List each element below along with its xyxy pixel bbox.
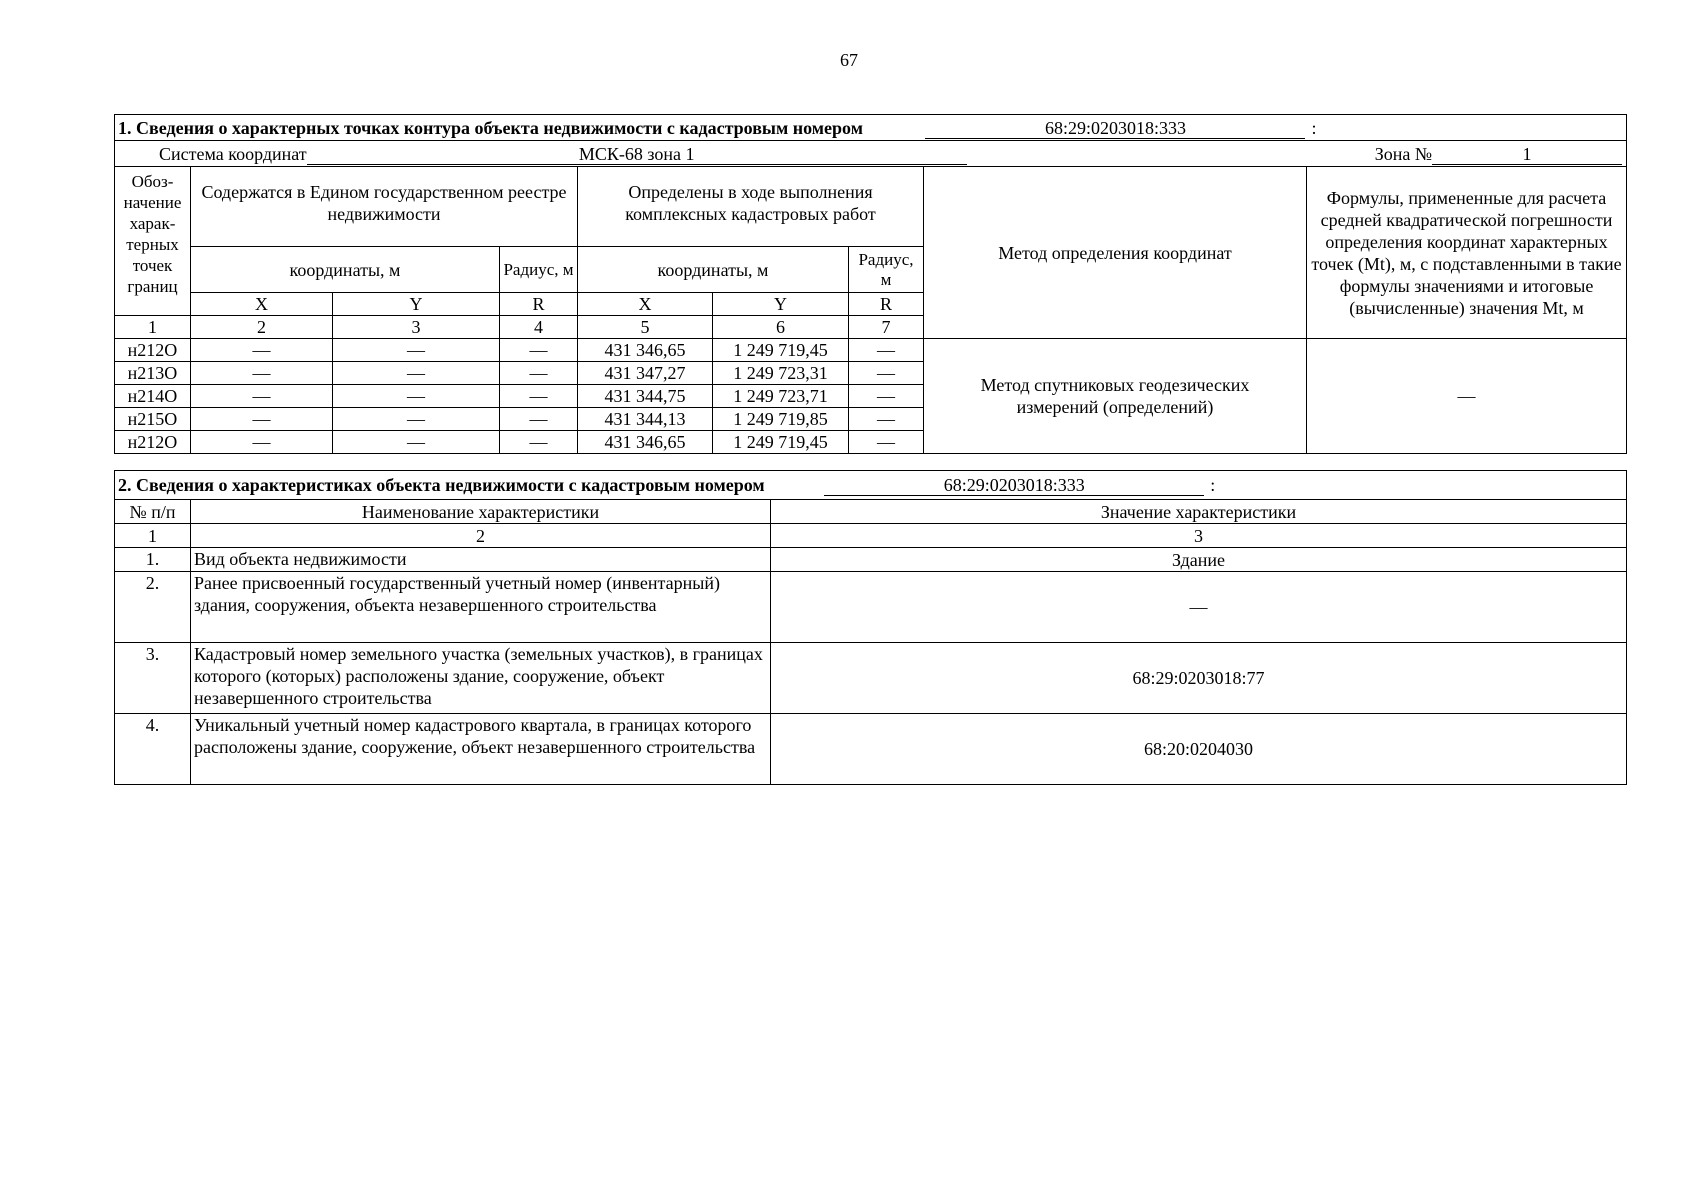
x-egrn: — bbox=[191, 362, 333, 385]
table-row bbox=[115, 548, 1627, 572]
header-r-egrn: R bbox=[500, 293, 578, 316]
col-number: 1 bbox=[115, 316, 191, 339]
header-formulas: Формулы, примененные для расчета средней квадратической погрешности определения координат характерных точек (Mt), м, с подставленными в такие формулы значениями и итоговые (вычисленные) значения Mt, м bbox=[1307, 167, 1627, 339]
row-name: Ранее присвоенный государственный учетный номер (инвентарный) здания, сооружения, объекта незавершенного строительства bbox=[191, 572, 771, 643]
header-coords-complex: координаты, м bbox=[578, 247, 849, 293]
r-complex: — bbox=[849, 408, 924, 431]
section1-cadastral-number: 68:29:0203018:333 bbox=[925, 118, 1305, 139]
x-complex: 431 347,27 bbox=[578, 362, 713, 385]
section2-cadastral-number: 68:29:0203018:333 bbox=[824, 475, 1204, 496]
section2-title: 2. Сведения о характеристиках объекта недвижимости с кадастровым номером bbox=[118, 475, 765, 495]
x-egrn: — bbox=[191, 339, 333, 362]
coord-system-label: Система координат bbox=[159, 143, 307, 164]
x-egrn: — bbox=[191, 431, 333, 454]
r-complex: — bbox=[849, 385, 924, 408]
col-number: 2 bbox=[191, 316, 333, 339]
row-name: Уникальный учетный номер кадастрового квартала, в границах которого расположены здание, сооружение, объект незавершенного строительства bbox=[191, 714, 771, 785]
characteristic-points-table bbox=[114, 114, 1627, 454]
row-num: 4. bbox=[115, 714, 191, 785]
point-name: н214О bbox=[115, 385, 191, 408]
r-egrn: — bbox=[500, 385, 578, 408]
zone-label: Зона № bbox=[1374, 143, 1433, 164]
section2-colon: : bbox=[1210, 475, 1216, 495]
point-name: н215О bbox=[115, 408, 191, 431]
section1-title-cell bbox=[115, 115, 1627, 141]
y-egrn: — bbox=[333, 431, 500, 454]
point-name: н212О bbox=[115, 339, 191, 362]
row-num: 2. bbox=[115, 572, 191, 643]
row-name: Кадастровый номер земельного участка (земельных участков), в границах которого (которых) расположены здание, сооружение, объект незавершенного строительства bbox=[191, 643, 771, 714]
header-x-complex: X bbox=[578, 293, 713, 316]
zone-value: 1 bbox=[1432, 144, 1622, 165]
row-num: 3. bbox=[115, 643, 191, 714]
header-num: № п/п bbox=[115, 500, 191, 524]
page-number: 67 bbox=[840, 50, 858, 70]
y-complex: 1 249 723,71 bbox=[713, 385, 849, 408]
col-number: 1 bbox=[115, 524, 191, 548]
header-y-complex: Y bbox=[713, 293, 849, 316]
r-egrn: — bbox=[500, 362, 578, 385]
r-egrn: — bbox=[500, 431, 578, 454]
coord-system-value: МСК-68 зона 1 bbox=[307, 144, 967, 165]
header-name: Наименование характеристики bbox=[191, 500, 771, 524]
table-row bbox=[115, 714, 1627, 785]
row-value: 68:20:0204030 bbox=[771, 714, 1627, 785]
row-value: Здание bbox=[771, 548, 1627, 572]
section2-title-cell bbox=[115, 471, 1627, 500]
header-coords-egrn: координаты, м bbox=[191, 247, 500, 293]
method-value: Метод спутниковых геодезических измерений (определений) bbox=[924, 339, 1307, 454]
x-egrn: — bbox=[191, 408, 333, 431]
x-egrn: — bbox=[191, 385, 333, 408]
formulas-value: — bbox=[1307, 339, 1627, 454]
section1-title: 1. Сведения о характерных точках контура объекта недвижимости с кадастровым номером bbox=[118, 117, 863, 138]
table-row bbox=[115, 339, 1627, 362]
row-value: — bbox=[771, 572, 1627, 643]
r-complex: — bbox=[849, 339, 924, 362]
header-value: Значение характеристики bbox=[771, 500, 1627, 524]
y-egrn: — bbox=[333, 339, 500, 362]
r-egrn: — bbox=[500, 339, 578, 362]
header-y-egrn: Y bbox=[333, 293, 500, 316]
x-complex: 431 344,13 bbox=[578, 408, 713, 431]
y-egrn: — bbox=[333, 385, 500, 408]
col-number: 3 bbox=[333, 316, 500, 339]
coord-system-cell bbox=[115, 141, 1627, 167]
header-r-complex: R bbox=[849, 293, 924, 316]
col-number: 6 bbox=[713, 316, 849, 339]
characteristics-table bbox=[114, 470, 1627, 785]
y-complex: 1 249 719,85 bbox=[713, 408, 849, 431]
r-complex: — bbox=[849, 362, 924, 385]
table-row bbox=[115, 643, 1627, 714]
col-number: 5 bbox=[578, 316, 713, 339]
header-egrn: Содержатся в Едином государственном реестре недвижимости bbox=[191, 167, 578, 247]
zone-block bbox=[1375, 143, 1622, 165]
header-method: Метод определения координат bbox=[924, 167, 1307, 339]
r-complex: — bbox=[849, 431, 924, 454]
col-number: 4 bbox=[500, 316, 578, 339]
col-number: 7 bbox=[849, 316, 924, 339]
section1-colon: : bbox=[1311, 117, 1317, 138]
header-radius-egrn: Радиус, м bbox=[500, 247, 578, 293]
col-number: 2 bbox=[191, 524, 771, 548]
header-radius-complex: Радиус, м bbox=[849, 247, 924, 293]
y-complex: 1 249 719,45 bbox=[713, 431, 849, 454]
row-value: 68:29:0203018:77 bbox=[771, 643, 1627, 714]
table-row bbox=[115, 572, 1627, 643]
y-egrn: — bbox=[333, 408, 500, 431]
x-complex: 431 346,65 bbox=[578, 339, 713, 362]
point-name: н213О bbox=[115, 362, 191, 385]
r-egrn: — bbox=[500, 408, 578, 431]
y-complex: 1 249 719,45 bbox=[713, 339, 849, 362]
row-name: Вид объекта недвижимости bbox=[191, 548, 771, 572]
y-egrn: — bbox=[333, 362, 500, 385]
header-complex-works: Определены в ходе выполнения комплексных кадастровых работ bbox=[578, 167, 924, 247]
y-complex: 1 249 723,31 bbox=[713, 362, 849, 385]
row-num: 1. bbox=[115, 548, 191, 572]
col-number: 3 bbox=[771, 524, 1627, 548]
x-complex: 431 346,65 bbox=[578, 431, 713, 454]
point-name: н212О bbox=[115, 431, 191, 454]
x-complex: 431 344,75 bbox=[578, 385, 713, 408]
header-x-egrn: X bbox=[191, 293, 333, 316]
header-point-designation: Обоз-начение харак-терных точек границ bbox=[115, 167, 191, 316]
